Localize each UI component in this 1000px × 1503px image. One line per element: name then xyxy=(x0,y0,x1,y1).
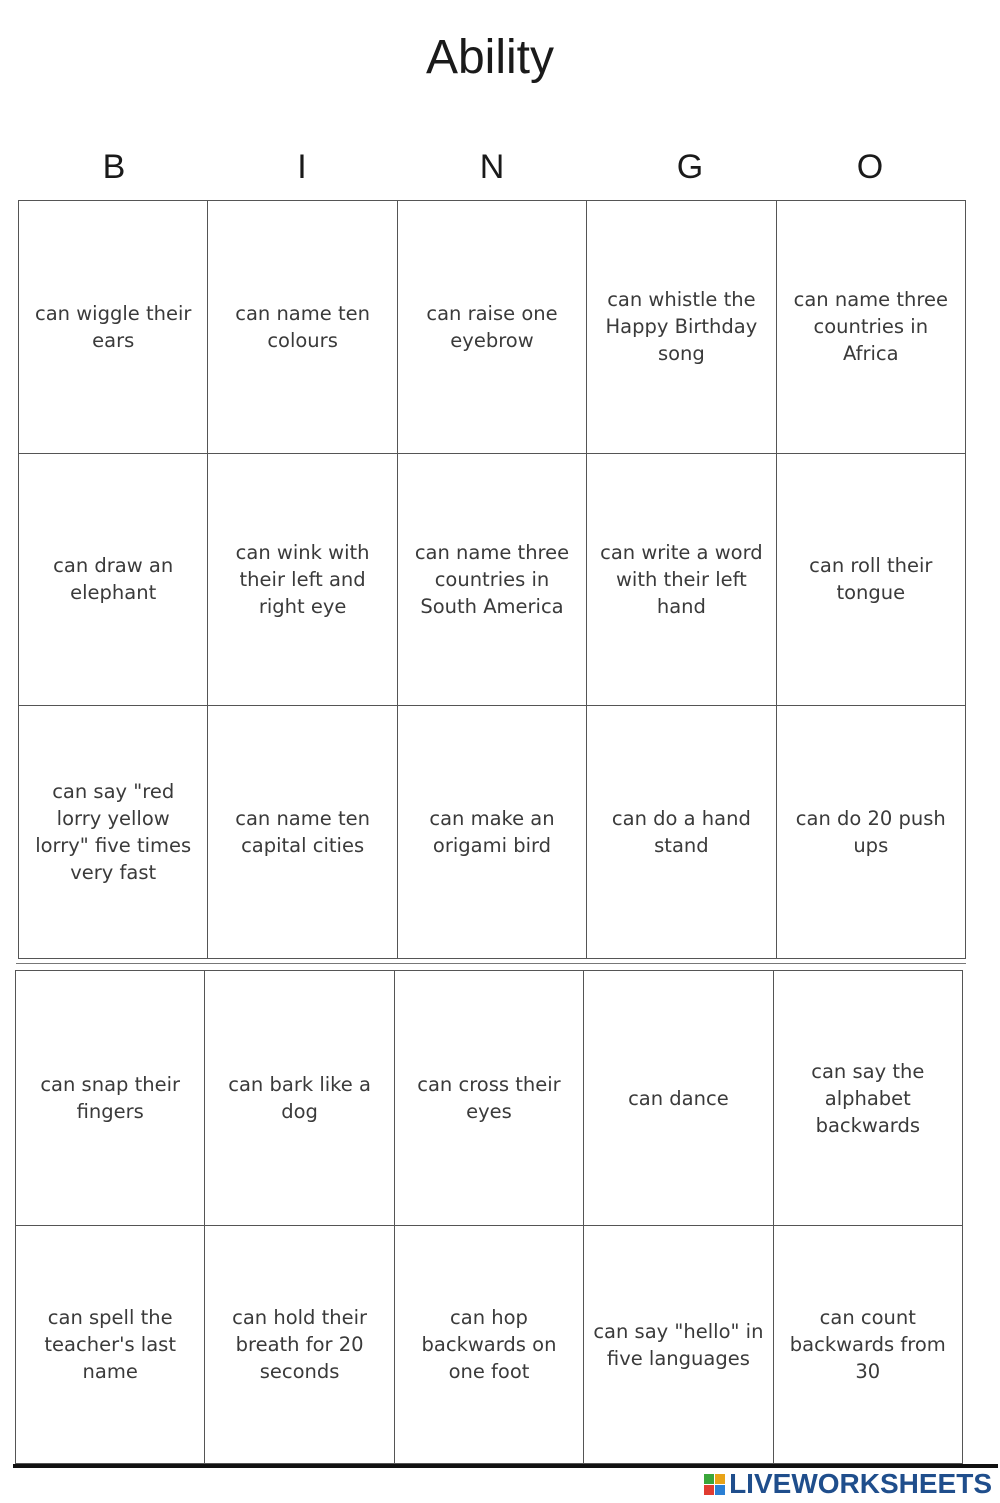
bingo-cell[interactable]: can raise one eyebrow xyxy=(398,201,587,454)
logo-square-blue xyxy=(715,1485,725,1495)
bingo-cell[interactable]: can make an origami bird xyxy=(398,706,587,959)
letter-n: N xyxy=(479,148,505,186)
bingo-cell[interactable]: can name ten capital cities xyxy=(208,706,397,959)
bingo-cell[interactable]: can spell the teacher's last name xyxy=(16,1226,205,1464)
bingo-letters xyxy=(0,148,1000,192)
logo-square-green xyxy=(704,1474,714,1484)
bingo-cell[interactable]: can say "hello" in five languages xyxy=(584,1226,773,1464)
bingo-cell[interactable]: can name three countries in Africa xyxy=(777,201,966,454)
letter-o: O xyxy=(856,148,884,186)
brand-text: LIVEWORKSHEETS xyxy=(729,1468,992,1499)
bingo-cell[interactable]: can wink with their left and right eye xyxy=(208,454,397,707)
bingo-cell[interactable]: can roll their tongue xyxy=(777,454,966,707)
bingo-cell[interactable]: can draw an elephant xyxy=(19,454,208,707)
bingo-grid-top xyxy=(18,200,966,959)
liveworksheets-logo-icon xyxy=(704,1474,725,1495)
bingo-cell[interactable]: can hold their breath for 20 seconds xyxy=(205,1226,394,1464)
bingo-cell[interactable]: can count backwards from 30 xyxy=(774,1226,963,1464)
letter-g: G xyxy=(676,148,704,186)
page-title: Ability xyxy=(425,31,555,84)
bingo-cell[interactable]: can dance xyxy=(584,971,773,1226)
bingo-cell[interactable]: can do a hand stand xyxy=(587,706,776,959)
logo-square-red xyxy=(704,1485,714,1495)
bingo-cell[interactable]: can name ten colours xyxy=(208,201,397,454)
bingo-cell[interactable]: can say "red lorry yellow lorry" five times very fast xyxy=(19,706,208,959)
letter-i: I xyxy=(297,148,307,186)
grid-seam-divider xyxy=(16,963,966,964)
bingo-cell[interactable]: can write a word with their left hand xyxy=(587,454,776,707)
logo-square-orange xyxy=(715,1474,725,1484)
bingo-grid-bottom xyxy=(15,970,963,1464)
liveworksheets-brand xyxy=(704,1468,992,1500)
bingo-cell[interactable]: can cross their eyes xyxy=(395,971,584,1226)
letter-b: B xyxy=(102,148,126,186)
bingo-cell[interactable]: can hop backwards on one foot xyxy=(395,1226,584,1464)
bingo-cell[interactable]: can do 20 push ups xyxy=(777,706,966,959)
bingo-cell[interactable]: can bark like a dog xyxy=(205,971,394,1226)
bingo-cell[interactable]: can whistle the Happy Birthday song xyxy=(587,201,776,454)
bingo-cell[interactable]: can name three countries in South America xyxy=(398,454,587,707)
bingo-cell[interactable]: can wiggle their ears xyxy=(19,201,208,454)
bingo-cell[interactable]: can snap their fingers xyxy=(16,971,205,1226)
bingo-cell[interactable]: can say the alphabet backwards xyxy=(774,971,963,1226)
